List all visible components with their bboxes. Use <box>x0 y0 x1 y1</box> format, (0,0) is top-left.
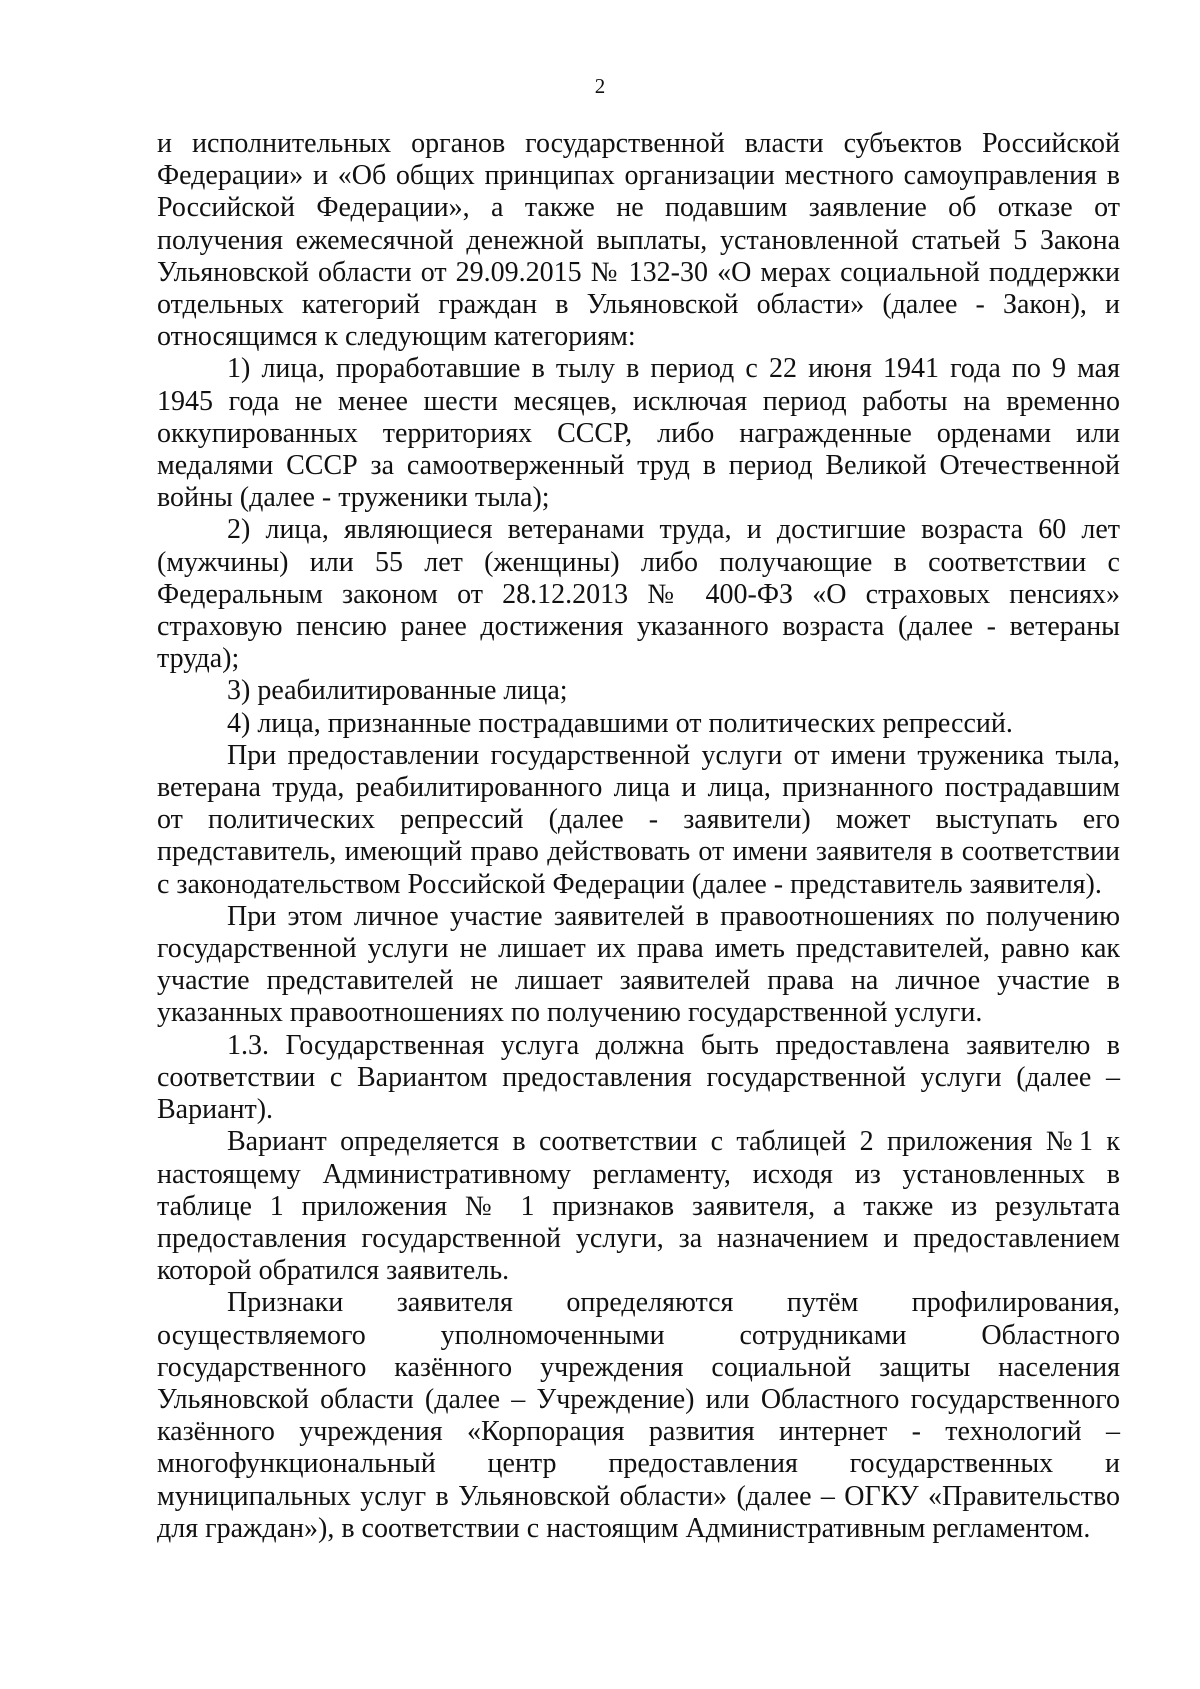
list-item-3: 3) реабилитированные лица; <box>227 675 568 707</box>
document-body <box>157 128 1120 1545</box>
paragraph-representative: При предоставлении государственной услуги от имени труженика тыла, ветерана труда, реабилитированного лица и лица, признанного пострадавшим от политических репрессий (далее - заявители) может выступать его представитель, имеющий право действовать от имени заявителя в соответствии с законодательством Российской Федерации (далее - представитель заявителя). <box>157 739 1120 900</box>
paragraph-continuation: и исполнительных органов государственной власти субъектов Российской Федерации» и «Об общих принципах организации местного самоуправления в Российской Федерации», а также не подавшим заявление об отказе от получения ежемесячной денежной выплаты, установленной статьей 5 Закона Ульяновской области от 29.09.2015 № 132-30 «О мерах социальной поддержки отдельных категорий граждан в Ульяновской области» (далее - Закон), и относящимся к следующим категориям: <box>157 128 1120 353</box>
list-item-1: 1) лица, проработавшие в тылу в период с 22 июня 1941 года по 9 мая 1945 года не менее шести месяцев, исключая период работы на временно оккупированных территориях СССР, либо награжденные орденами или медалями СССР за самоотверженный труд в период Великой Отечественной войны (далее - труженики тыла); <box>157 353 1120 514</box>
paragraph-applicant-attributes: Признаки заявителя определяются путём профилирования, осуществляемого уполномоченными сотрудниками Областного государственного казённого учреждения социальной защиты населения Ульяновской области (далее – Учреждение) или Областного государственного казённого учреждения «Корпорация развития интернет - технологий – многофункциональный центр предоставления государственных и муниципальных услуг в Ульяновской области» (далее – ОГКУ «Правительство для граждан»), в соответствии с настоящим Административным регламентом. <box>157 1287 1120 1544</box>
page-number: 2 <box>594 74 606 98</box>
paragraph-variant: Вариант определяется в соответствии с таблицей 2 приложения №1 к настоящему Административному регламенту, исходя из установленных в таблице 1 приложения № 1 признаков заявителя, а также из результата предоставления государственной услуги, за назначением и предоставлением которой обратился заявитель. <box>157 1126 1120 1287</box>
paragraph-personal-participation: При этом личное участие заявителей в правоотношениях по получению государственной услуги не лишает их права иметь представителей, равно как участие представителей не лишает заявителей права на личное участие в указанных правоотношениях по получению государственной услуги. <box>157 900 1120 1029</box>
list-item-2: 2) лица, являющиеся ветеранами труда, и достигшие возраста 60 лет (мужчины) или 55 лет (женщины) либо получающие в соответствии с Федеральным законом от 28.12.2013 № 400-ФЗ «О страховых пенсиях» страховую пенсию ранее достижения указанного возраста (далее - ветераны труда); <box>157 514 1120 675</box>
paragraph-section-1-3: 1.3. Государственная услуга должна быть предоставлена заявителю в соответствии с Вариантом предоставления государственной услуги (далее – Вариант). <box>157 1029 1120 1126</box>
list-item-4: 4) лица, признанные пострадавшими от политических репрессий. <box>227 707 1013 739</box>
